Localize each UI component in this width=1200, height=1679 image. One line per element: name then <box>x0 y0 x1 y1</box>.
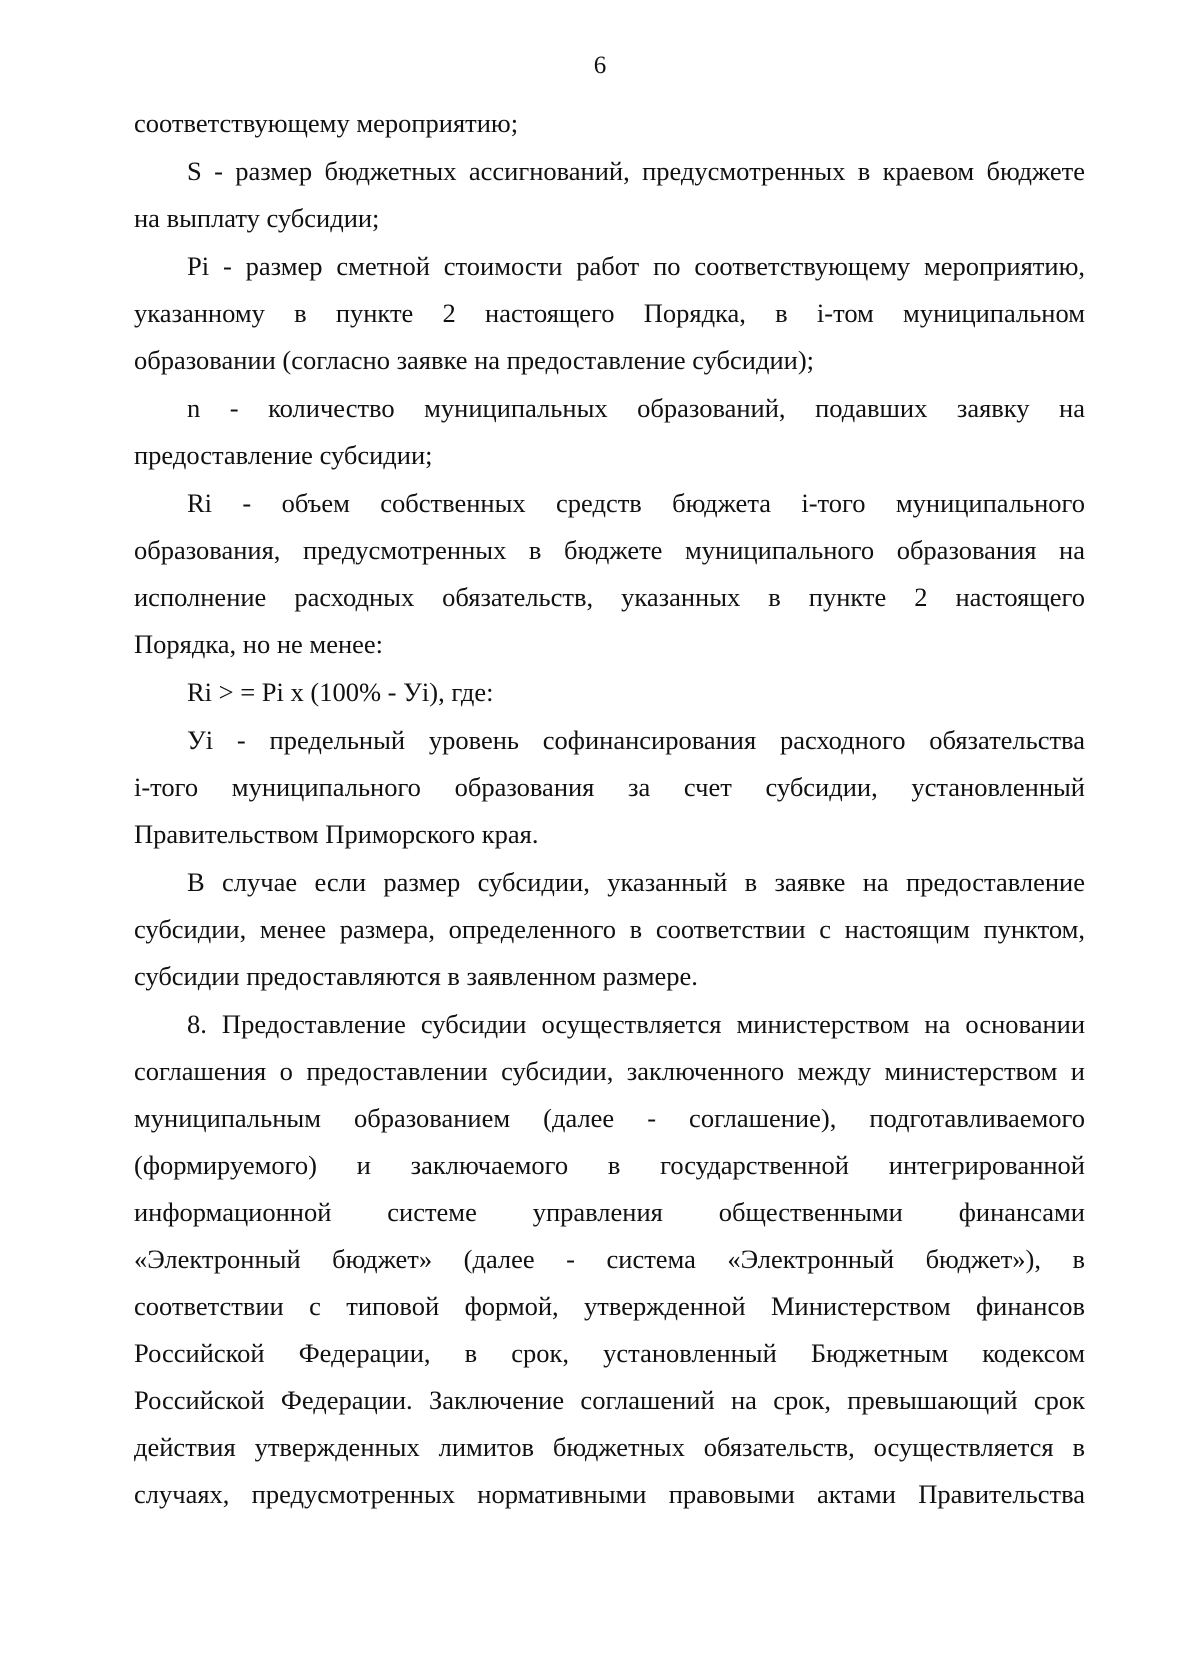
text-line: исполнение расходных обязательств, указанных в пункте 2 настоящего <box>134 582 1085 612</box>
text-line: образовании (согласно заявке на предоставление субсидии); <box>134 345 815 375</box>
text-line: Российской Федерации. Заключение соглашений на срок, превышающий срок <box>134 1385 1085 1415</box>
text-line: соответствии с типовой формой, утвержденной Министерством финансов <box>134 1291 1085 1321</box>
text-line: муниципальным образованием (далее - соглашение), подготавливаемого <box>134 1103 1085 1133</box>
text-line: соответствующему мероприятию; <box>134 108 519 138</box>
text-line: 8. Предоставление субсидии осуществляется министерством на основании <box>187 1009 1085 1039</box>
document-body <box>134 100 1085 1518</box>
text-line: субсидии, менее размера, определенного в соответствии с настоящим пунктом, <box>134 914 1085 944</box>
text-line: (формируемого) и заключаемого в государственной интегрированной <box>134 1150 1085 1180</box>
text-line: n - количество муниципальных образований, подавших заявку на <box>187 393 1085 423</box>
text-line: Ri - объем собственных средств бюджета i-того муниципального <box>187 488 1085 518</box>
text-line: предоставление субсидии; <box>134 440 433 470</box>
text-line: i-того муниципального образования за счет субсидии, установленный <box>134 772 1085 802</box>
text-line: соглашения о предоставлении субсидии, заключенного между министерством и <box>134 1056 1085 1086</box>
text-line: Pi - размер сметной стоимости работ по соответствующему мероприятию, <box>187 251 1085 281</box>
text-line: Российской Федерации, в срок, установленный Бюджетным кодексом <box>134 1338 1085 1368</box>
formula-line: Ri > = Pi x (100% - Уi), где: <box>187 677 494 707</box>
text-line: информационной системе управления общественными финансами <box>134 1197 1085 1227</box>
text-line: субсидии предоставляются в заявленном размере. <box>134 961 698 991</box>
text-line: случаях, предусмотренных нормативными правовыми актами Правительства <box>134 1479 1085 1509</box>
text-line: В случае если размер субсидии, указанный в заявке на предоставление <box>187 867 1085 897</box>
text-line: образования, предусмотренных в бюджете муниципального образования на <box>134 535 1085 565</box>
text-line: Правительством Приморского края. <box>134 819 539 849</box>
text-line: указанному в пункте 2 настоящего Порядка, в i-том муниципальном <box>134 298 1085 328</box>
text-line: на выплату субсидии; <box>134 203 380 233</box>
text-line: Порядка, но не менее: <box>134 629 384 659</box>
text-line: действия утвержденных лимитов бюджетных обязательств, осуществляется в <box>134 1432 1085 1462</box>
text-line: «Электронный бюджет» (далее - система «Электронный бюджет»), в <box>134 1244 1085 1274</box>
text-line: S - размер бюджетных ассигнований, предусмотренных в краевом бюджете <box>187 156 1085 186</box>
page-number: 6 <box>593 52 607 79</box>
text-line: Уi - предельный уровень софинансирования расходного обязательства <box>187 725 1085 755</box>
